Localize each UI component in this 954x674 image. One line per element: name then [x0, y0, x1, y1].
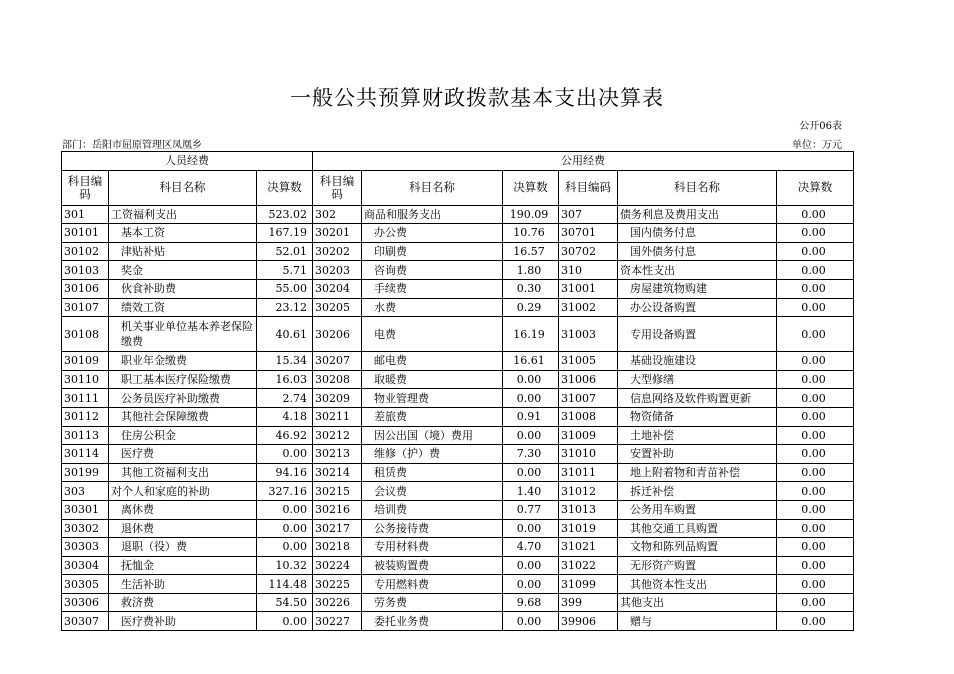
name-cell: 医疗费补助 [109, 612, 257, 631]
name-cell: 维修（护）费 [362, 445, 503, 464]
table-row [62, 261, 854, 280]
code-cell: 30307 [62, 612, 109, 631]
name-cell: 其他社会保障缴费 [109, 407, 257, 426]
name-cell: 邮电费 [362, 352, 503, 371]
name-cell: 拆迁补偿 [618, 482, 777, 501]
code-cell: 30205 [313, 298, 362, 317]
name-cell: 会议费 [362, 482, 503, 501]
amount-cell: 0.00 [777, 224, 854, 243]
code-cell: 30305 [62, 575, 109, 594]
code-cell: 30111 [62, 389, 109, 408]
name-cell: 专用材料费 [362, 538, 503, 557]
amount-cell: 7.30 [503, 445, 559, 464]
name-cell: 其他交通工具购置 [618, 519, 777, 538]
table-row [62, 224, 854, 243]
amount-cell: 54.50 [257, 593, 313, 612]
name-cell: 办公费 [362, 224, 503, 243]
name-cell: 生活补助 [109, 575, 257, 594]
amount-cell: 0.91 [503, 407, 559, 426]
name-cell: 绩效工资 [109, 298, 257, 317]
code-cell: 30211 [313, 407, 362, 426]
amount-cell: 46.92 [257, 426, 313, 445]
amount-cell: 190.09 [503, 205, 559, 224]
amount-cell: 0.00 [777, 352, 854, 371]
name-cell: 奖金 [109, 261, 257, 280]
table-row [62, 389, 854, 408]
amount-cell: 0.00 [503, 370, 559, 389]
amount-cell: 16.61 [503, 352, 559, 371]
name-cell: 取暖费 [362, 370, 503, 389]
col-header-name: 科目名称 [109, 170, 257, 205]
table-row [62, 519, 854, 538]
name-cell: 专用设备购置 [618, 317, 777, 352]
code-cell: 30302 [62, 519, 109, 538]
name-cell: 差旅费 [362, 407, 503, 426]
code-cell: 30208 [313, 370, 362, 389]
code-cell: 31010 [559, 445, 618, 464]
code-cell: 30199 [62, 463, 109, 482]
code-cell: 30213 [313, 445, 362, 464]
col-header-amount: 决算数 [257, 170, 313, 205]
col-header-code: 科目编码 [313, 170, 362, 205]
name-cell: 对个人和家庭的补助 [109, 482, 257, 501]
code-cell: 30702 [559, 242, 618, 261]
expenditure-table [61, 151, 854, 631]
name-cell: 商品和服务支出 [362, 205, 503, 224]
name-cell: 基础设施建设 [618, 352, 777, 371]
code-cell: 31099 [559, 575, 618, 594]
name-cell: 抚恤金 [109, 556, 257, 575]
amount-cell: 55.00 [257, 279, 313, 298]
name-cell: 国外债务付息 [618, 242, 777, 261]
code-cell: 30101 [62, 224, 109, 243]
amount-cell: 2.74 [257, 389, 313, 408]
amount-cell: 0.00 [777, 317, 854, 352]
name-cell: 医疗费 [109, 445, 257, 464]
table-row [62, 593, 854, 612]
department-label: 部门：岳阳市屈原管理区凤凰乡 [62, 140, 202, 151]
amount-cell: 0.00 [503, 519, 559, 538]
code-cell: 399 [559, 593, 618, 612]
name-cell: 土地补偿 [618, 426, 777, 445]
name-cell: 住房公积金 [109, 426, 257, 445]
group-header-public: 公用经费 [313, 152, 854, 171]
code-cell: 31007 [559, 389, 618, 408]
name-cell: 基本工资 [109, 224, 257, 243]
code-cell: 30112 [62, 407, 109, 426]
name-cell: 其他支出 [618, 593, 777, 612]
amount-cell: 4.18 [257, 407, 313, 426]
name-cell: 退职（役）费 [109, 538, 257, 557]
name-cell: 伙食补助费 [109, 279, 257, 298]
name-cell: 文物和陈列品购置 [618, 538, 777, 557]
amount-cell: 94.16 [257, 463, 313, 482]
amount-cell: 10.32 [257, 556, 313, 575]
code-cell: 30226 [313, 593, 362, 612]
amount-cell: 9.68 [503, 593, 559, 612]
amount-cell: 0.00 [503, 426, 559, 445]
form-number: 公开06表 [799, 121, 842, 132]
table-row [62, 575, 854, 594]
code-cell: 30216 [313, 500, 362, 519]
amount-cell: 0.29 [503, 298, 559, 317]
amount-cell: 167.19 [257, 224, 313, 243]
name-cell: 债务利息及费用支出 [618, 205, 777, 224]
code-cell: 30103 [62, 261, 109, 280]
amount-cell: 4.70 [503, 538, 559, 557]
code-cell: 30214 [313, 463, 362, 482]
amount-cell: 0.00 [777, 389, 854, 408]
name-cell: 租赁费 [362, 463, 503, 482]
table-row [62, 407, 854, 426]
code-cell: 31022 [559, 556, 618, 575]
code-cell: 30306 [62, 593, 109, 612]
code-cell: 31003 [559, 317, 618, 352]
name-cell: 安置补助 [618, 445, 777, 464]
group-header-personnel: 人员经费 [62, 152, 313, 171]
name-cell: 公务用车购置 [618, 500, 777, 519]
amount-cell: 0.00 [503, 389, 559, 408]
code-cell: 30102 [62, 242, 109, 261]
code-cell: 301 [62, 205, 109, 224]
code-cell: 31021 [559, 538, 618, 557]
name-cell: 办公设备购置 [618, 298, 777, 317]
code-cell: 30224 [313, 556, 362, 575]
name-cell: 培训费 [362, 500, 503, 519]
code-cell: 31006 [559, 370, 618, 389]
name-cell: 职业年金缴费 [109, 352, 257, 371]
amount-cell: 16.19 [503, 317, 559, 352]
amount-cell: 0.77 [503, 500, 559, 519]
amount-cell: 0.00 [777, 279, 854, 298]
code-cell: 30203 [313, 261, 362, 280]
code-cell: 30227 [313, 612, 362, 631]
table-row [62, 352, 854, 371]
amount-cell: 523.02 [257, 205, 313, 224]
amount-cell: 0.00 [777, 482, 854, 501]
name-cell: 大型修缮 [618, 370, 777, 389]
table-row [62, 500, 854, 519]
name-cell: 其他工资福利支出 [109, 463, 257, 482]
name-cell: 公务员医疗补助缴费 [109, 389, 257, 408]
name-cell: 委托业务费 [362, 612, 503, 631]
table-row [62, 538, 854, 557]
code-cell: 30301 [62, 500, 109, 519]
code-cell: 30106 [62, 279, 109, 298]
name-cell: 劳务费 [362, 593, 503, 612]
code-cell: 30701 [559, 224, 618, 243]
code-cell: 31011 [559, 463, 618, 482]
code-cell: 30212 [313, 426, 362, 445]
col-header-code: 科目编码 [62, 170, 109, 205]
name-cell: 国内债务付息 [618, 224, 777, 243]
code-cell: 31005 [559, 352, 618, 371]
name-cell: 手续费 [362, 279, 503, 298]
table-row [62, 370, 854, 389]
table-row [62, 612, 854, 631]
name-cell: 其他资本性支出 [618, 575, 777, 594]
amount-cell: 1.40 [503, 482, 559, 501]
name-cell: 资本性支出 [618, 261, 777, 280]
amount-cell: 0.00 [777, 298, 854, 317]
code-cell: 310 [559, 261, 618, 280]
amount-cell: 0.00 [503, 463, 559, 482]
amount-cell: 0.00 [777, 556, 854, 575]
col-header-amount: 决算数 [503, 170, 559, 205]
code-cell: 302 [313, 205, 362, 224]
amount-cell: 327.16 [257, 482, 313, 501]
code-cell: 30207 [313, 352, 362, 371]
amount-cell: 40.61 [257, 317, 313, 352]
code-cell: 307 [559, 205, 618, 224]
amount-cell: 16.57 [503, 242, 559, 261]
amount-cell: 0.00 [777, 426, 854, 445]
amount-cell: 0.00 [257, 445, 313, 464]
col-header-code: 科目编码 [559, 170, 618, 205]
amount-cell: 0.30 [503, 279, 559, 298]
code-cell: 30114 [62, 445, 109, 464]
col-header-name: 科目名称 [618, 170, 777, 205]
amount-cell: 5.71 [257, 261, 313, 280]
code-cell: 30215 [313, 482, 362, 501]
name-cell: 地上附着物和青苗补偿 [618, 463, 777, 482]
code-cell: 30204 [313, 279, 362, 298]
table-row [62, 463, 854, 482]
code-cell: 30108 [62, 317, 109, 352]
amount-cell: 0.00 [777, 261, 854, 280]
amount-cell: 0.00 [503, 556, 559, 575]
amount-cell: 0.00 [777, 500, 854, 519]
amount-cell: 0.00 [777, 538, 854, 557]
name-cell: 信息网络及软件购置更新 [618, 389, 777, 408]
code-cell: 31013 [559, 500, 618, 519]
col-header-amount: 决算数 [777, 170, 854, 205]
code-cell: 30225 [313, 575, 362, 594]
table-row [62, 482, 854, 501]
code-cell: 31008 [559, 407, 618, 426]
code-cell: 30109 [62, 352, 109, 371]
name-cell: 离休费 [109, 500, 257, 519]
code-cell: 303 [62, 482, 109, 501]
amount-cell: 0.00 [257, 519, 313, 538]
amount-cell: 0.00 [777, 445, 854, 464]
name-cell: 被装购置费 [362, 556, 503, 575]
name-cell: 因公出国（境）费用 [362, 426, 503, 445]
code-cell: 31001 [559, 279, 618, 298]
code-cell: 31012 [559, 482, 618, 501]
amount-cell: 52.01 [257, 242, 313, 261]
name-cell: 津贴补贴 [109, 242, 257, 261]
amount-cell: 0.00 [777, 463, 854, 482]
table-row [62, 426, 854, 445]
amount-cell: 10.76 [503, 224, 559, 243]
name-cell: 职工基本医疗保险缴费 [109, 370, 257, 389]
table-row [62, 556, 854, 575]
amount-cell: 0.00 [503, 612, 559, 631]
code-cell: 30304 [62, 556, 109, 575]
name-cell: 救济费 [109, 593, 257, 612]
name-cell: 电费 [362, 317, 503, 352]
name-cell: 公务接待费 [362, 519, 503, 538]
name-cell: 专用燃料费 [362, 575, 503, 594]
name-cell: 物资储备 [618, 407, 777, 426]
code-cell: 30113 [62, 426, 109, 445]
amount-cell: 0.00 [777, 575, 854, 594]
amount-cell: 0.00 [777, 612, 854, 631]
unit-label: 单位：万元 [792, 140, 842, 151]
amount-cell: 0.00 [777, 593, 854, 612]
name-cell: 房屋建筑物购建 [618, 279, 777, 298]
table-row [62, 205, 854, 224]
code-cell: 30218 [313, 538, 362, 557]
code-cell: 31009 [559, 426, 618, 445]
code-cell: 30201 [313, 224, 362, 243]
amount-cell: 0.00 [257, 538, 313, 557]
table-row [62, 242, 854, 261]
amount-cell: 0.00 [777, 205, 854, 224]
amount-cell: 0.00 [777, 407, 854, 426]
amount-cell: 0.00 [257, 612, 313, 631]
amount-cell: 1.80 [503, 261, 559, 280]
code-cell: 31002 [559, 298, 618, 317]
code-cell: 30217 [313, 519, 362, 538]
name-cell: 赠与 [618, 612, 777, 631]
table-row [62, 317, 854, 352]
name-cell: 工资福利支出 [109, 205, 257, 224]
amount-cell: 0.00 [777, 370, 854, 389]
amount-cell: 15.34 [257, 352, 313, 371]
name-cell: 水费 [362, 298, 503, 317]
amount-cell: 23.12 [257, 298, 313, 317]
code-cell: 30110 [62, 370, 109, 389]
amount-cell: 114.48 [257, 575, 313, 594]
amount-cell: 0.00 [777, 242, 854, 261]
code-cell: 30107 [62, 298, 109, 317]
code-cell: 31019 [559, 519, 618, 538]
page-title: 一般公共预算财政拨款基本支出决算表 [290, 86, 664, 110]
code-cell: 30209 [313, 389, 362, 408]
code-cell: 30303 [62, 538, 109, 557]
amount-cell: 0.00 [257, 500, 313, 519]
amount-cell: 16.03 [257, 370, 313, 389]
name-cell: 无形资产购置 [618, 556, 777, 575]
name-cell: 机关事业单位基本养老保险缴费 [109, 317, 257, 352]
name-cell: 退休费 [109, 519, 257, 538]
name-cell: 咨询费 [362, 261, 503, 280]
code-cell: 39906 [559, 612, 618, 631]
table-row [62, 298, 854, 317]
table-row [62, 445, 854, 464]
amount-cell: 0.00 [777, 519, 854, 538]
col-header-name: 科目名称 [362, 170, 503, 205]
code-cell: 30202 [313, 242, 362, 261]
name-cell: 印刷费 [362, 242, 503, 261]
name-cell: 物业管理费 [362, 389, 503, 408]
table-row [62, 279, 854, 298]
amount-cell: 0.00 [503, 575, 559, 594]
code-cell: 30206 [313, 317, 362, 352]
